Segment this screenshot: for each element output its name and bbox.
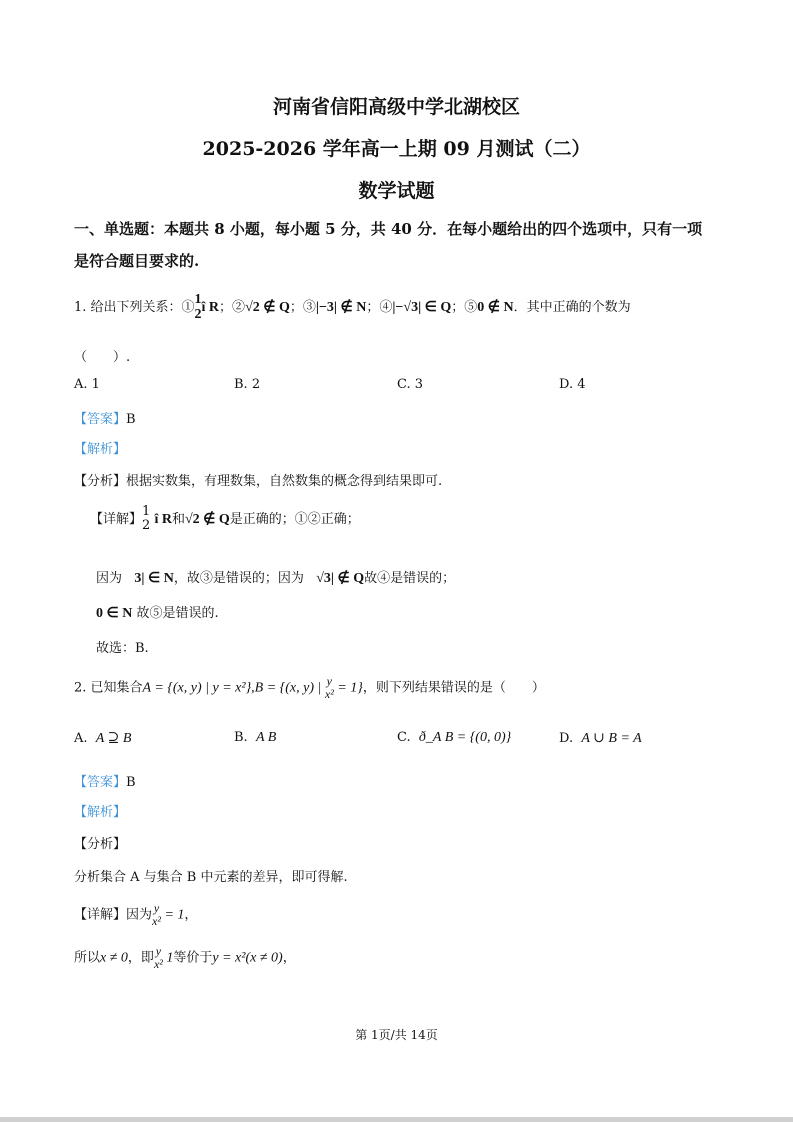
q2-so-prefix: 所以	[74, 950, 101, 966]
q1-detail-and: 和	[171, 511, 185, 527]
q1-stem-suffix: ．其中正确的个数为	[513, 299, 631, 315]
q2-detail-den: x²	[152, 914, 161, 929]
section-heading-line1: 一、单选题：本题共 8 小题，每小题 5 分，共 40 分．在每小题给出的四个选项中，只有一项	[74, 220, 703, 238]
q2-answer	[74, 771, 136, 790]
q2-option-a	[74, 730, 131, 747]
q2-stem-suffix: ，则下列结果错误的是（ ）	[362, 680, 545, 696]
q2-so-den: x²	[153, 957, 163, 972]
q1-r1-num: 1	[194, 292, 202, 307]
q1-detail-num: 1	[142, 504, 151, 519]
q2-so-fraction	[154, 945, 163, 971]
q1-detail-fraction	[142, 505, 150, 534]
q1-r1-fraction	[195, 292, 202, 323]
q1-detail-prefix: 【详解】	[90, 511, 143, 527]
q2-detail-num: y	[153, 901, 160, 915]
q1-zero-text: 故⑤是错误的.	[132, 606, 219, 621]
q2-detail-rhs: = 1	[160, 907, 185, 923]
q2-set-a: A = {(x, y) | y = x²}	[142, 680, 252, 696]
q1-r5: 0 ∉ N	[477, 299, 514, 315]
q1-r4: |−√3| ∈ Q	[392, 299, 452, 315]
q1-answer-tag: 【答案】	[74, 412, 127, 427]
q2-option-c	[397, 730, 511, 746]
q2-stem-prefix: 2. 已知集合	[74, 680, 143, 696]
q1-because-text2: 故④是错误的；	[364, 571, 456, 586]
q2-detail	[74, 902, 197, 928]
q2-detail-end: ，	[184, 907, 198, 923]
q2-analysis-tag: 【解析】	[74, 805, 127, 820]
q1-sep5: ；⑤	[451, 299, 478, 315]
q2-set-b-rhs: = 1}	[333, 680, 363, 696]
q1-option-d: D. 4	[559, 377, 586, 392]
q2-option-b-label: B.	[234, 730, 248, 745]
q1-option-c: C. 3	[397, 377, 424, 392]
q2-fenxi-tag: 【分析】	[74, 837, 127, 852]
q1-r3: |−3| ∉ N	[315, 299, 367, 315]
q2-answer-value: B	[126, 775, 136, 790]
q1-blank: （ ）.	[74, 350, 131, 365]
q2-set-b-den: x²	[324, 687, 334, 702]
q1-because-prefix: 因为	[96, 571, 123, 586]
q2-stem	[74, 675, 545, 701]
q1-choose: 故选：B.	[96, 641, 149, 656]
q2-option-a-label: A.	[74, 731, 88, 746]
q1-r1-den: 2	[194, 307, 202, 323]
q2-so-math: x ≠ 0	[100, 950, 128, 966]
q1-stem	[74, 292, 631, 323]
page-number: 第 1页/共 14页	[355, 1028, 438, 1042]
q2-option-d	[559, 730, 642, 747]
q2-so-eq: 等价于	[173, 950, 213, 966]
page-bottom-divider	[0, 1117, 793, 1122]
q1-detail-math1: î R	[154, 511, 172, 527]
q2-answer-tag: 【答案】	[74, 775, 127, 790]
q2-so-end: ，	[282, 950, 296, 966]
q2-option-d-label: D.	[559, 731, 574, 746]
q2-set-b-fraction	[325, 675, 334, 701]
q1-zero-line	[96, 602, 219, 622]
q2-detail-prefix: 【详解】因为	[74, 907, 153, 923]
q2-so-line	[74, 945, 296, 971]
q2-option-b-math: A B	[255, 730, 277, 745]
q1-detail	[90, 505, 360, 534]
school-title: 河南省信阳高级中学北湖校区	[272, 96, 520, 118]
q1-because-math2: √3| ∉ Q	[316, 571, 365, 586]
q1-r2: √2 ∉ Q	[245, 299, 290, 315]
q2-comma: ,	[251, 680, 255, 696]
q1-detail-suffix: 是正确的；①②正确；	[229, 511, 360, 527]
q1-zero-math: 0 ∈ N	[96, 606, 133, 621]
subject-title: 数学试题	[358, 180, 435, 202]
q1-r1-rest: î R	[201, 299, 220, 315]
q2-detail-fraction	[152, 902, 161, 928]
q1-because-line	[96, 567, 455, 587]
q1-sep3: ；③	[289, 299, 316, 315]
q1-stem-prefix: 1. 给出下列关系：①	[74, 299, 195, 315]
q2-option-d-math: A ∪ B = A	[581, 731, 642, 746]
q1-fenxi: 【分析】根据实数集，有理数集，自然数集的概念得到结果即可.	[74, 474, 443, 489]
q1-sep4: ；④	[366, 299, 393, 315]
q1-answer	[74, 408, 136, 427]
q1-answer-value: B	[126, 412, 136, 427]
q2-so-num: y	[155, 944, 162, 958]
q2-option-a-math: A ⊇ B	[95, 731, 132, 746]
q2-fenxi: 分析集合 A 与集合 B 中元素的差异，即可得解.	[74, 870, 348, 885]
q2-option-c-label: C.	[397, 730, 411, 745]
q2-so-mid: ，即	[127, 950, 154, 966]
q1-because-text1: ，故③是错误的；因为	[173, 571, 304, 586]
q1-detail-math2: √2 ∉ Q	[184, 511, 230, 527]
section-heading-line2: 是符合题目要求的.	[74, 252, 200, 270]
q1-because-math1: 3| ∈ N	[134, 571, 174, 586]
q2-set-b-num: y	[326, 674, 332, 688]
q1-sep2: ；②	[219, 299, 246, 315]
q2-option-c-math: ð_A B = {(0, 0)}	[418, 730, 512, 745]
q1-analysis-tag: 【解析】	[74, 442, 127, 457]
q2-so-math2: y = x²(x ≠ 0)	[212, 950, 283, 966]
q2-so-one: 1	[162, 950, 174, 966]
exam-title: 2025-2026 学年高一上期 09 月测试（二）	[202, 138, 591, 160]
q1-detail-den: 2	[142, 518, 151, 534]
q1-option-b: B. 2	[234, 377, 261, 392]
q2-option-b	[234, 730, 276, 746]
q1-option-a: A. 1	[74, 377, 100, 392]
q2-set-b-lhs: B = {(x, y) |	[254, 680, 325, 696]
